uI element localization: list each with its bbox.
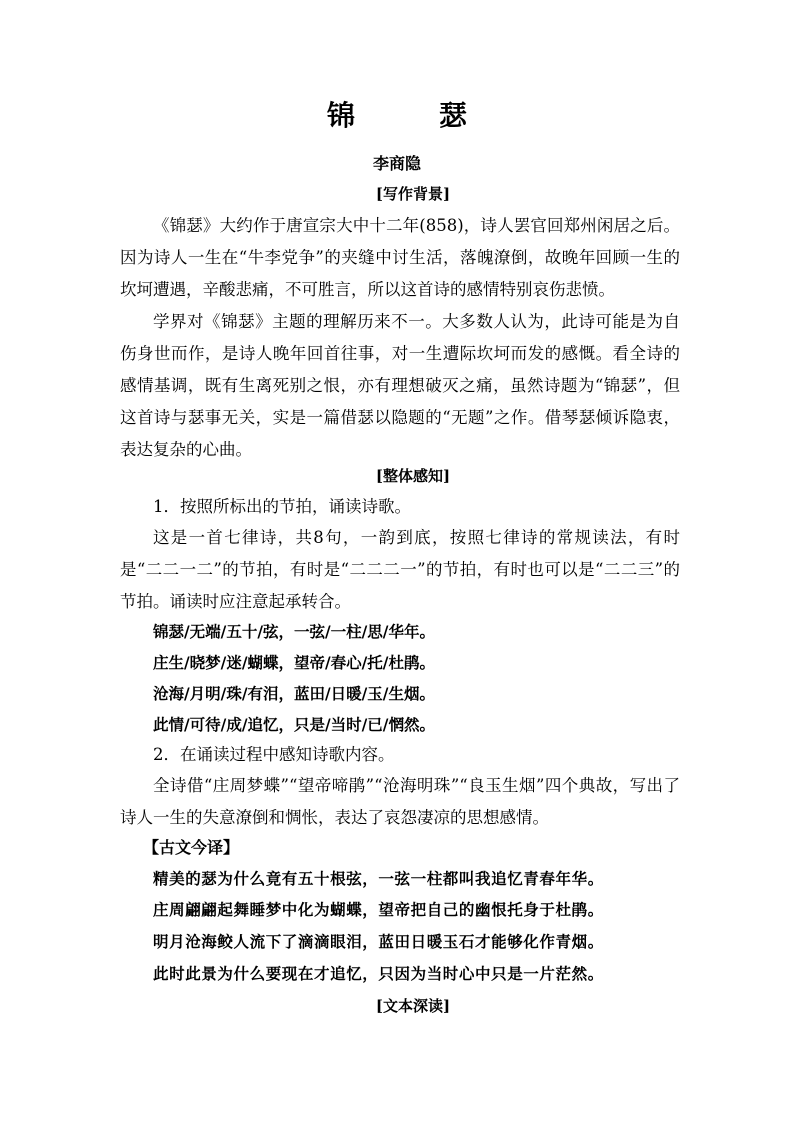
background-paragraph-1: 《锦瑟》大约作于唐宣宗大中十二年(858)，诗人罢官回郑州闲居之后。因为诗人一生在“牛李党争”的夹缝中讨生活，落魄潦倒，故晚年回顾一生的坎坷遭遇，辛酸悲痛，不可胜言，所以这首诗的感情特别哀伤悲愤。 — [120, 216, 680, 299]
task-1-heading: 1．按照所标出的节拍，诵读诗歌。 — [153, 497, 411, 516]
task-2-description: 全诗借“庄周梦蝶”“望帝啼鹃”“沧海明珠”“良玉生烟”四个典故，写出了诗人一生的失意潦倒和惆怅，表达了哀怨凄凉的思想感情。 — [120, 776, 680, 827]
background-paragraph-2: 学界对《锦瑟》主题的理解历来不一。大多数人认为，此诗可能是为自伤身世而作，是诗人晚年回首往事，对一生遭际坎坷而发的感慨。看全诗的感情基调，既有生离死别之恨，亦有理想破灭之痛，虽然诗题为“锦瑟”，但这首诗与瑟事无关，实是一篇借瑟以隐题的“无题”之作。借琴瑟倾诉隐衷，表达复杂的心曲。 — [120, 312, 680, 459]
translation-line: 庄周翩翩起舞睡梦中化为蝴蝶，望帝把自己的幽恨托身于杜鹃。 — [153, 900, 604, 919]
translation-line: 明月沧海鲛人流下了滴滴眼泪，蓝田日暖玉石才能够化作青烟。 — [153, 932, 604, 951]
section-heading-deep-reading: [文本深读] — [375, 997, 451, 1015]
poem-author: 李商隐 — [372, 154, 421, 173]
translation-line: 精美的瑟为什么竟有五十根弦，一弦一柱都叫我追忆青春年华。 — [153, 869, 604, 888]
verse-line: 庄生/晓梦/迷/蝴蝶，望帝/春心/托/杜鹃。 — [153, 653, 435, 672]
translation-label: 【古文今译】 — [143, 838, 240, 857]
translation-line: 此时此景为什么要现在才追忆，只因为当时心中只是一片茫然。 — [153, 964, 604, 983]
poem-title: 锦 瑟 — [326, 99, 495, 132]
task-1-description: 这是一首七律诗，共8句，一韵到底，按照七律诗的常规读法，有时是“二二一二”的节拍，有时是“二二二一”的节拍，有时也可以是“二二三”的节拍。诵读时应注意起承转合。 — [120, 528, 680, 611]
section-heading-background: [写作背景] — [375, 185, 451, 203]
verse-line: 此情/可待/成/追忆，只是/当时/已/惘然。 — [153, 715, 435, 734]
section-heading-overall: [整体感知] — [375, 467, 451, 485]
task-2-heading: 2．在诵读过程中感知诗歌内容。 — [153, 745, 395, 764]
verse-line: 锦瑟/无端/五十/弦，一弦/一柱/思/华年。 — [153, 622, 435, 641]
verse-line: 沧海/月明/珠/有泪，蓝田/日暖/玉/生烟。 — [153, 684, 435, 703]
